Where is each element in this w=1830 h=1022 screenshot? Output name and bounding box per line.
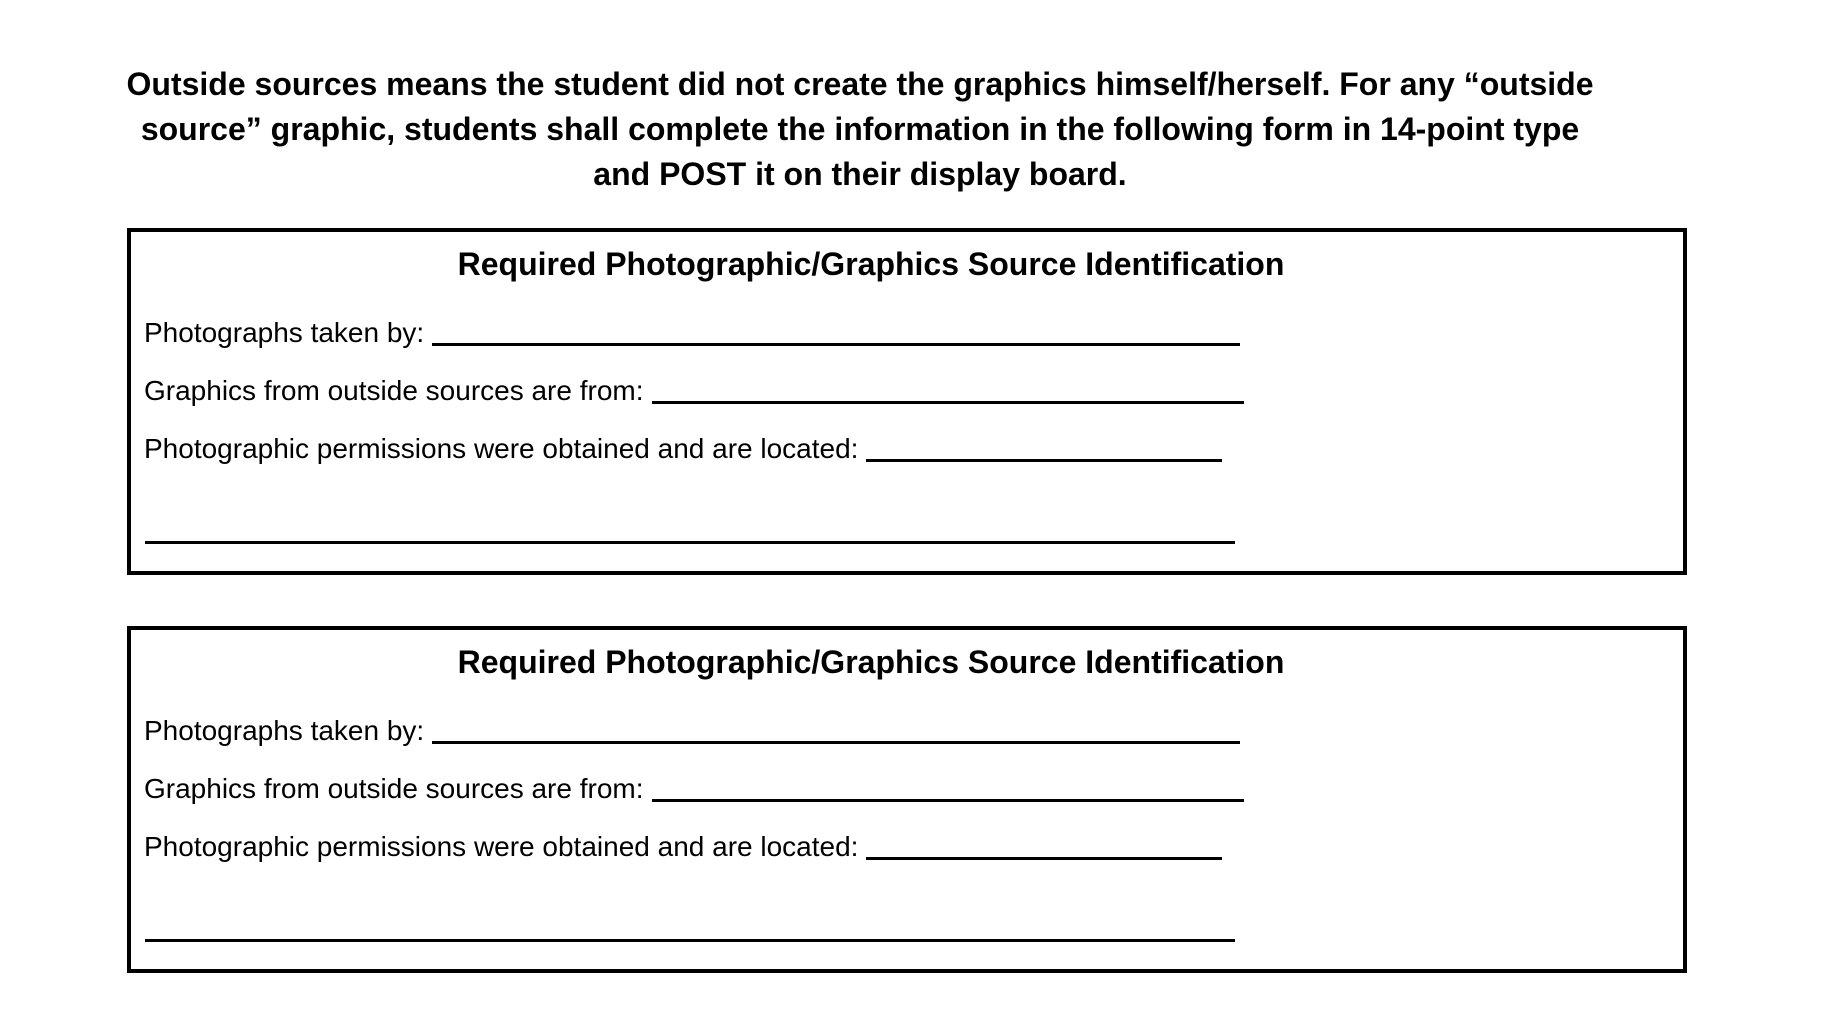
graphics-sources-label: Graphics from outside sources are from: [144,375,644,406]
permissions-location-row [144,426,1222,466]
form-title: Required Photographic/Graphics Source Identification [457,246,1285,282]
instructions-text: Outside sources means the student did not create the graphics himself/herself. For any “outside source” graphic, students shall complete the information in the following form in 14-point type and POST it on their display board. [126,66,1594,192]
permissions-location-label: Photographic permissions were obtained and are located: [144,433,859,464]
photographs-taken-by-blank[interactable] [432,741,1240,744]
permissions-continuation-blank[interactable] [145,541,1235,544]
source-identification-form-1 [127,228,1687,575]
permissions-continuation-blank[interactable] [145,939,1235,942]
photographs-taken-by-label: Photographs taken by: [144,715,425,746]
permissions-location-blank[interactable] [866,459,1222,462]
graphics-sources-blank[interactable] [652,401,1244,404]
photographs-taken-by-row [144,310,1240,350]
form-title: Required Photographic/Graphics Source Identification [457,644,1285,680]
graphics-sources-blank[interactable] [652,799,1244,802]
graphics-sources-label: Graphics from outside sources are from: [144,773,644,804]
graphics-sources-row [144,368,1244,408]
graphics-sources-row [144,766,1244,806]
permissions-location-label: Photographic permissions were obtained and are located: [144,831,859,862]
permissions-location-blank[interactable] [866,857,1222,860]
source-identification-form-2 [127,626,1687,973]
photographs-taken-by-label: Photographs taken by: [144,317,425,348]
photographs-taken-by-blank[interactable] [432,343,1240,346]
photographs-taken-by-row [144,708,1240,748]
permissions-location-row [144,824,1222,864]
